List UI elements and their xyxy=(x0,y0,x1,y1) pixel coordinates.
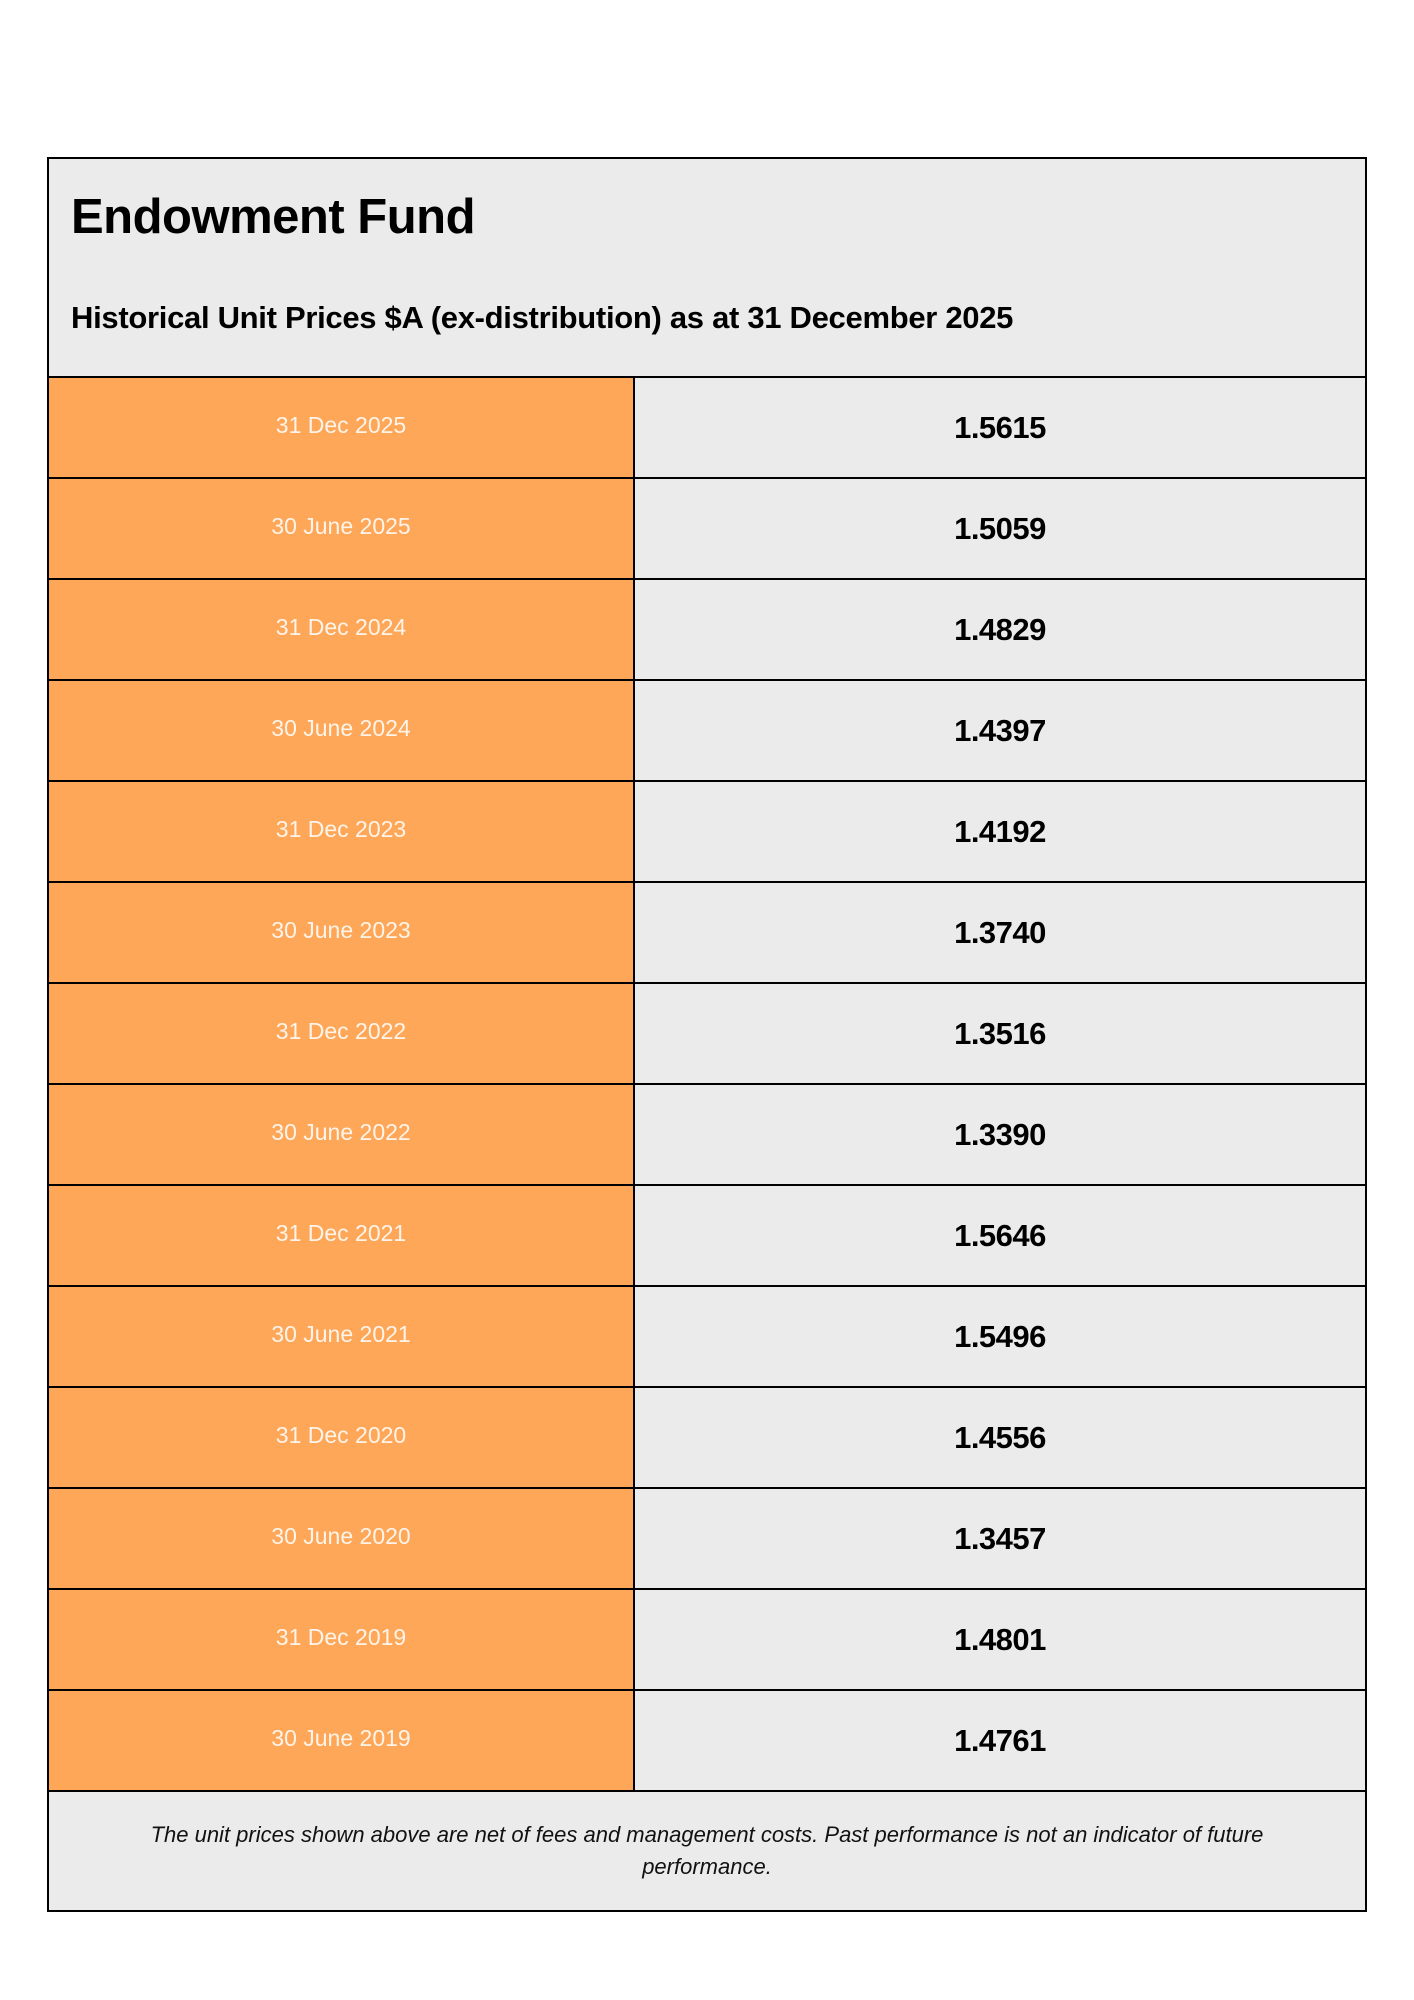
table-row xyxy=(49,883,1365,984)
unit-price-cell: 1.3740 xyxy=(635,883,1365,982)
date-cell: 30 June 2023 xyxy=(49,883,635,982)
unit-price-cell: 1.5615 xyxy=(635,378,1365,477)
fund-title: Endowment Fund xyxy=(71,190,475,244)
table-row xyxy=(49,782,1365,883)
date-cell: 31 Dec 2021 xyxy=(49,1186,635,1285)
table-row xyxy=(49,1287,1365,1388)
date-cell: 31 Dec 2022 xyxy=(49,984,635,1083)
table-row xyxy=(49,378,1365,479)
table-row xyxy=(49,984,1365,1085)
date-cell: 31 Dec 2025 xyxy=(49,378,635,477)
unit-price-cell: 1.5059 xyxy=(635,479,1365,578)
unit-price-cell: 1.4556 xyxy=(635,1388,1365,1487)
table-header xyxy=(49,159,1365,378)
table-row xyxy=(49,1590,1365,1691)
table-row xyxy=(49,580,1365,681)
table-row xyxy=(49,1388,1365,1489)
table-row xyxy=(49,1691,1365,1792)
unit-price-cell: 1.4192 xyxy=(635,782,1365,881)
unit-price-cell: 1.5496 xyxy=(635,1287,1365,1386)
table-row xyxy=(49,479,1365,580)
table-row xyxy=(49,1085,1365,1186)
date-cell: 30 June 2022 xyxy=(49,1085,635,1184)
unit-price-cell: 1.4801 xyxy=(635,1590,1365,1689)
date-cell: 31 Dec 2024 xyxy=(49,580,635,679)
unit-price-cell: 1.3390 xyxy=(635,1085,1365,1184)
price-rows xyxy=(49,378,1365,1792)
unit-price-table xyxy=(47,157,1367,1912)
date-cell: 31 Dec 2019 xyxy=(49,1590,635,1689)
date-cell: 31 Dec 2020 xyxy=(49,1388,635,1487)
unit-price-cell: 1.4829 xyxy=(635,580,1365,679)
date-cell: 30 June 2021 xyxy=(49,1287,635,1386)
table-row xyxy=(49,681,1365,782)
footnote: The unit prices shown above are net of fees and management costs. Past performance is not an indicator of future performance. xyxy=(150,1822,1264,1879)
table-subtitle: Historical Unit Prices $A (ex-distribution) as at 31 December 2025 xyxy=(71,300,1014,335)
date-cell: 30 June 2025 xyxy=(49,479,635,578)
unit-price-cell: 1.3457 xyxy=(635,1489,1365,1588)
date-cell: 30 June 2019 xyxy=(49,1691,635,1790)
unit-price-cell: 1.4761 xyxy=(635,1691,1365,1790)
unit-price-cell: 1.3516 xyxy=(635,984,1365,1083)
date-cell: 30 June 2020 xyxy=(49,1489,635,1588)
date-cell: 31 Dec 2023 xyxy=(49,782,635,881)
unit-price-cell: 1.5646 xyxy=(635,1186,1365,1285)
table-row xyxy=(49,1186,1365,1287)
unit-price-cell: 1.4397 xyxy=(635,681,1365,780)
table-row xyxy=(49,1489,1365,1590)
date-cell: 30 June 2024 xyxy=(49,681,635,780)
